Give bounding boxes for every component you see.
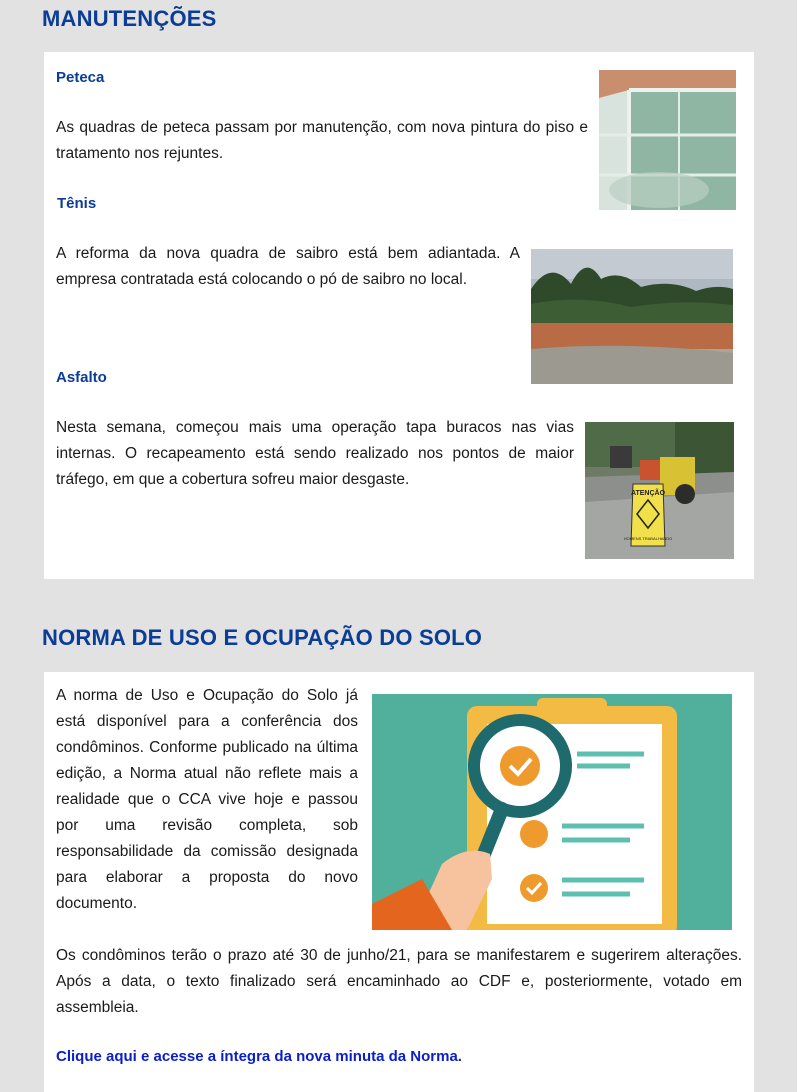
text-tenis: A reforma da nova quadra de saibro está bem adiantada. A empresa contratada está colocando o pó de saibro no local. bbox=[56, 245, 520, 288]
sign-text-bottom: HOMENS TRABALHANDO bbox=[623, 536, 673, 541]
section-title-norma: NORMA DE USO E OCUPAÇÃO DO SOLO bbox=[42, 625, 483, 650]
heading-asfalto: Asfalto bbox=[56, 369, 107, 386]
section-title-manutencoes: MANUTENÇÕES bbox=[42, 6, 217, 31]
sign-text-top: ATENÇÃO bbox=[630, 490, 666, 497]
text-peteca: As quadras de peteca passam por manutenção, com nova pintura do piso e tratamento nos rejuntes. bbox=[56, 119, 588, 162]
heading-peteca: Peteca bbox=[56, 69, 105, 86]
heading-tenis: Tênis bbox=[57, 195, 97, 212]
photo-asphalt-works bbox=[585, 422, 734, 559]
text-asfalto: Nesta semana, começou mais uma operação tapa buracos nas vias internas. O recapeamento está sendo realizado nos pontos de maior tráfego, em que a cobertura sofreu maior desgaste. bbox=[56, 419, 574, 488]
norma-card bbox=[44, 672, 754, 1092]
text-norma-intro: A norma de Uso e Ocupação do Solo já está disponível para a conferência dos condôminos. Conforme publicado na última edição, a Norma atual não reflete mais a realidade que o CCA vive hoje e passou por uma revisão completa, sob responsabilidade da comissão designada para elaborar a proposta do novo documento. bbox=[56, 687, 358, 912]
illustration-checklist-magnifier bbox=[372, 694, 732, 930]
norma-minuta-link[interactable]: Clique aqui e acesse a íntegra da nova minuta da Norma. bbox=[56, 1048, 462, 1065]
photo-peteca-court bbox=[599, 70, 736, 210]
manutencoes-card bbox=[44, 52, 754, 579]
photo-tennis-court-clay bbox=[531, 249, 733, 384]
text-norma-prazo: Os condôminos terão o prazo até 30 de junho/21, para se manifestarem e sugerirem alterações. Após a data, o texto finalizado será encaminhado ao CDF e, posteriormente, votado em assembleia. bbox=[56, 947, 742, 1016]
